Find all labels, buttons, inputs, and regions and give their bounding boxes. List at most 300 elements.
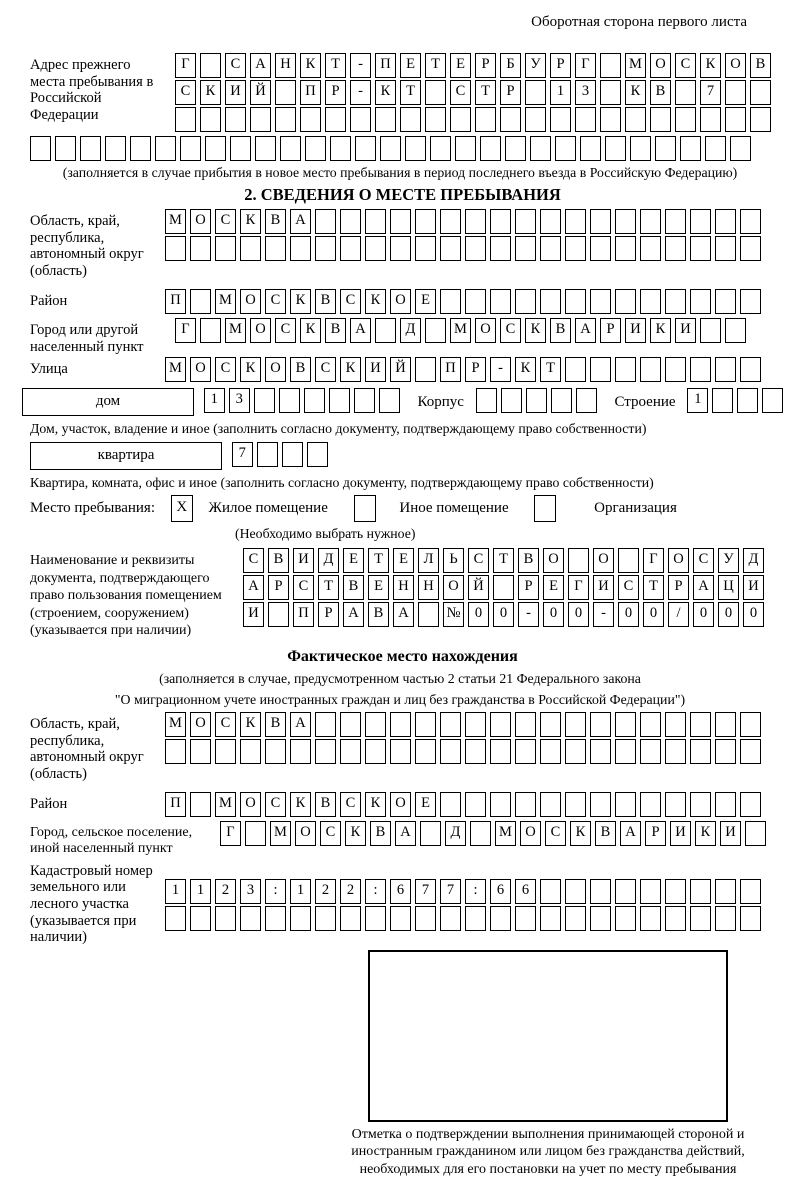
- form-cell: [680, 136, 701, 161]
- form-cell: О: [475, 318, 496, 343]
- form-cell: [712, 388, 733, 413]
- form-cell: [365, 739, 386, 764]
- form-cell: [465, 712, 486, 737]
- form-cell: Т: [400, 80, 421, 105]
- form-cell: Й: [468, 575, 489, 600]
- form-cell: [415, 712, 436, 737]
- form-cell: /: [668, 602, 689, 627]
- actual-district-row: [165, 792, 775, 818]
- stay-option-residential: Жилое помещение: [208, 499, 328, 516]
- stay-option-organization: Организация: [594, 499, 677, 516]
- form-cell: Ц: [718, 575, 739, 600]
- city-row: [175, 318, 775, 344]
- form-cell: [575, 107, 596, 132]
- form-cell: [540, 739, 561, 764]
- form-cell: К: [365, 792, 386, 817]
- form-cell: Й: [250, 80, 271, 105]
- form-cell: В: [650, 80, 671, 105]
- form-cell: [315, 712, 336, 737]
- form-cell: О: [190, 209, 211, 234]
- form-cell: [240, 739, 261, 764]
- form-cell: [630, 136, 651, 161]
- form-cell: П: [440, 357, 461, 382]
- form-cell: К: [240, 209, 261, 234]
- form-cell: М: [625, 53, 646, 78]
- form-cell: В: [750, 53, 771, 78]
- form-cell: 2: [215, 879, 236, 904]
- form-cell: 1: [290, 879, 311, 904]
- form-cell: 0: [468, 602, 489, 627]
- form-cell: И: [593, 575, 614, 600]
- form-cell: [365, 906, 386, 931]
- form-cell: [690, 739, 711, 764]
- stay-type-note: (Необходимо выбрать нужное): [235, 525, 416, 541]
- form-cell: Е: [393, 548, 414, 573]
- form-cell: [350, 107, 371, 132]
- korpus-cells: [476, 388, 601, 414]
- form-cell: [365, 209, 386, 234]
- street-label: Улица: [30, 361, 68, 378]
- form-cell: 1: [165, 879, 186, 904]
- form-cell: [650, 107, 671, 132]
- form-cell: [615, 289, 636, 314]
- form-cell: [690, 712, 711, 737]
- form-cell: С: [293, 575, 314, 600]
- form-cell: [600, 107, 621, 132]
- form-cell: [665, 357, 686, 382]
- actual-region-field: [30, 712, 775, 782]
- form-cell: [675, 107, 696, 132]
- form-cell: [340, 712, 361, 737]
- form-cell: [715, 209, 736, 234]
- form-cell: [590, 236, 611, 261]
- form-cell: С: [275, 318, 296, 343]
- prev-address-field: [30, 53, 775, 134]
- form-cell: К: [300, 53, 321, 78]
- form-cell: Г: [643, 548, 664, 573]
- form-cell: [165, 739, 186, 764]
- form-cell: И: [670, 821, 691, 846]
- form-cell: [690, 879, 711, 904]
- form-cell: [440, 739, 461, 764]
- form-cell: О: [250, 318, 271, 343]
- form-cell: [355, 136, 376, 161]
- form-cell: [315, 906, 336, 931]
- form-cell: [365, 236, 386, 261]
- checkbox-other-premises: [354, 495, 376, 522]
- form-cell: [515, 739, 536, 764]
- form-cell: [665, 209, 686, 234]
- actual-district-label: Район: [30, 796, 68, 813]
- form-cell: [640, 209, 661, 234]
- form-cell: [665, 792, 686, 817]
- form-cell: [505, 136, 526, 161]
- form-cell: Т: [540, 357, 561, 382]
- form-cell: [540, 236, 561, 261]
- form-cell: [568, 548, 589, 573]
- section2-title: 2. СВЕДЕНИЯ О МЕСТЕ ПРЕБЫВАНИЯ: [244, 185, 561, 205]
- form-cell: С: [340, 792, 361, 817]
- stay-option-other: Иное помещение: [399, 499, 509, 516]
- form-cell: 0: [718, 602, 739, 627]
- form-cell: [705, 136, 726, 161]
- form-cell: [280, 136, 301, 161]
- cadastral-row-1: [165, 879, 775, 905]
- form-cell: [600, 80, 621, 105]
- form-cell: Ь: [443, 548, 464, 573]
- form-cell: [275, 107, 296, 132]
- form-cell: [405, 136, 426, 161]
- form-cell: М: [450, 318, 471, 343]
- form-cell: [465, 209, 486, 234]
- form-cell: [315, 739, 336, 764]
- form-cell: А: [393, 602, 414, 627]
- form-cell: В: [315, 289, 336, 314]
- form-cell: [390, 906, 411, 931]
- form-cell: [740, 236, 761, 261]
- form-cell: И: [720, 821, 741, 846]
- form-cell: П: [300, 80, 321, 105]
- form-cell: [690, 792, 711, 817]
- form-cell: М: [225, 318, 246, 343]
- form-cell: [580, 136, 601, 161]
- form-cell: [390, 739, 411, 764]
- form-cell: [565, 289, 586, 314]
- form-cell: [155, 136, 176, 161]
- form-cell: [590, 357, 611, 382]
- apartment-caption: Квартира, комната, офис и иное (заполнить согласно документу, подтверждающему право собственности): [30, 474, 654, 490]
- form-cell: 2: [340, 879, 361, 904]
- cadastral-label: Кадастровый номер земельного или лесного участка (указывается при наличии): [30, 862, 153, 946]
- actual-region-row-1: [165, 712, 775, 738]
- stamp-box: [368, 950, 728, 1122]
- form-cell: К: [200, 80, 221, 105]
- form-cell: С: [340, 289, 361, 314]
- form-cell: [590, 739, 611, 764]
- form-cell: Р: [475, 53, 496, 78]
- form-cell: [480, 136, 501, 161]
- form-cell: 0: [618, 602, 639, 627]
- form-cell: Т: [493, 548, 514, 573]
- form-cell: -: [593, 602, 614, 627]
- form-cell: 7: [232, 442, 253, 467]
- form-cell: Р: [318, 602, 339, 627]
- form-cell: Т: [318, 575, 339, 600]
- form-cell: [279, 388, 300, 413]
- form-cell: [590, 792, 611, 817]
- form-cell: 6: [515, 879, 536, 904]
- form-cell: К: [700, 53, 721, 78]
- form-cell: Е: [415, 792, 436, 817]
- form-cell: [565, 906, 586, 931]
- form-cell: [730, 136, 751, 161]
- form-cell: Р: [268, 575, 289, 600]
- form-cell: [745, 821, 766, 846]
- form-cell: [740, 906, 761, 931]
- cadastral-row-2: [165, 906, 775, 932]
- form-cell: [315, 209, 336, 234]
- form-cell: [490, 209, 511, 234]
- form-cell: О: [668, 548, 689, 573]
- form-cell: [476, 388, 497, 413]
- prev-address-row-2: [175, 80, 775, 106]
- form-cell: [440, 209, 461, 234]
- form-cell: [180, 136, 201, 161]
- form-cell: [590, 712, 611, 737]
- form-cell: С: [243, 548, 264, 573]
- form-cell: Й: [390, 357, 411, 382]
- form-cell: [165, 906, 186, 931]
- form-cell: 0: [493, 602, 514, 627]
- form-cell: [255, 136, 276, 161]
- form-cell: [190, 792, 211, 817]
- form-cell: [265, 906, 286, 931]
- form-cell: К: [695, 821, 716, 846]
- form-cell: [325, 107, 346, 132]
- form-cell: [490, 289, 511, 314]
- form-cell: О: [593, 548, 614, 573]
- form-cell: В: [343, 575, 364, 600]
- form-cell: 1: [550, 80, 571, 105]
- form-cell: Д: [400, 318, 421, 343]
- form-cell: [240, 906, 261, 931]
- form-cell: 7: [415, 879, 436, 904]
- form-cell: О: [520, 821, 541, 846]
- form-cell: Е: [543, 575, 564, 600]
- prev-address-row-1: [175, 53, 775, 79]
- form-cell: Е: [343, 548, 364, 573]
- form-cell: [715, 906, 736, 931]
- form-cell: К: [340, 357, 361, 382]
- form-cell: [715, 289, 736, 314]
- form-cell: [725, 80, 746, 105]
- prev-address-rows: [175, 53, 775, 134]
- korpus-label: Корпус: [417, 394, 464, 411]
- form-cell: [665, 879, 686, 904]
- form-cell: Р: [668, 575, 689, 600]
- form-cell: [490, 792, 511, 817]
- form-cell: [430, 136, 451, 161]
- form-cell: 3: [575, 80, 596, 105]
- document-label: Наименование и реквизиты документа, подтверждающего право пользования помещением (строением, сооружением) (указывается при наличии): [30, 553, 222, 639]
- form-cell: [30, 136, 51, 161]
- form-cell: [315, 236, 336, 261]
- form-cell: К: [525, 318, 546, 343]
- region-row-2: [165, 236, 775, 262]
- street-field: [30, 357, 775, 384]
- form-cell: [615, 357, 636, 382]
- form-cell: 7: [700, 80, 721, 105]
- form-cell: [565, 792, 586, 817]
- form-cell: М: [215, 792, 236, 817]
- form-cell: [450, 107, 471, 132]
- district-row: [165, 289, 775, 315]
- form-cell: [640, 289, 661, 314]
- form-cell: У: [718, 548, 739, 573]
- form-cell: [740, 357, 761, 382]
- form-cell: М: [495, 821, 516, 846]
- form-cell: [715, 712, 736, 737]
- form-cell: О: [190, 712, 211, 737]
- form-cell: А: [575, 318, 596, 343]
- form-cell: [175, 107, 196, 132]
- form-cell: [340, 209, 361, 234]
- form-cell: И: [365, 357, 386, 382]
- cadastral-field: [30, 859, 775, 946]
- form-cell: В: [325, 318, 346, 343]
- form-cell: [640, 357, 661, 382]
- prev-address-row-4: [30, 136, 775, 162]
- form-cell: [565, 712, 586, 737]
- form-cell: И: [625, 318, 646, 343]
- form-cell: [640, 236, 661, 261]
- form-cell: [415, 357, 436, 382]
- form-cell: О: [265, 357, 286, 382]
- form-cell: 3: [229, 388, 250, 413]
- stroenie-label: Строение: [614, 394, 676, 411]
- form-cell: [590, 879, 611, 904]
- form-cell: [740, 792, 761, 817]
- form-cell: В: [595, 821, 616, 846]
- form-cell: [465, 236, 486, 261]
- form-cell: [425, 80, 446, 105]
- form-cell: [475, 107, 496, 132]
- form-cell: Г: [575, 53, 596, 78]
- form-cell: [655, 136, 676, 161]
- form-cell: [665, 712, 686, 737]
- form-cell: Е: [415, 289, 436, 314]
- form-cell: Е: [368, 575, 389, 600]
- form-cell: [715, 879, 736, 904]
- form-cell: [665, 289, 686, 314]
- form-cell: Д: [318, 548, 339, 573]
- form-cell: [590, 209, 611, 234]
- form-cell: Р: [465, 357, 486, 382]
- form-cell: [215, 739, 236, 764]
- form-cell: [190, 906, 211, 931]
- form-cell: [640, 712, 661, 737]
- form-cell: [190, 236, 211, 261]
- form-cell: [415, 739, 436, 764]
- form-cell: [215, 906, 236, 931]
- form-cell: [750, 107, 771, 132]
- form-cell: [690, 289, 711, 314]
- form-cell: [305, 136, 326, 161]
- form-cell: Г: [175, 53, 196, 78]
- form-cell: В: [550, 318, 571, 343]
- form-cell: К: [240, 712, 261, 737]
- form-cell: [665, 739, 686, 764]
- form-cell: [200, 107, 221, 132]
- form-cell: [690, 236, 711, 261]
- form-cell: 2: [315, 879, 336, 904]
- form-cell: Т: [325, 53, 346, 78]
- form-cell: 0: [543, 602, 564, 627]
- form-cell: [307, 442, 328, 467]
- form-cell: [390, 236, 411, 261]
- form-cell: К: [365, 289, 386, 314]
- house-row: [22, 388, 775, 418]
- form-cell: Р: [600, 318, 621, 343]
- city-field: [30, 318, 775, 355]
- document-field: [30, 548, 775, 640]
- form-cell: [190, 289, 211, 314]
- form-cell: 7: [440, 879, 461, 904]
- form-cell: [490, 739, 511, 764]
- form-cell: В: [290, 357, 311, 382]
- form-cell: И: [293, 548, 314, 573]
- form-cell: [390, 209, 411, 234]
- form-cell: [354, 388, 375, 413]
- form-cell: [565, 739, 586, 764]
- form-cell: [200, 53, 221, 78]
- apartment-row: [30, 442, 775, 472]
- form-cell: С: [215, 357, 236, 382]
- form-cell: И: [675, 318, 696, 343]
- form-cell: [470, 821, 491, 846]
- form-cell: С: [468, 548, 489, 573]
- form-cell: Р: [500, 80, 521, 105]
- form-cell: [400, 107, 421, 132]
- form-cell: С: [618, 575, 639, 600]
- form-cell: П: [375, 53, 396, 78]
- form-cell: [590, 289, 611, 314]
- form-cell: [515, 236, 536, 261]
- form-cell: Н: [418, 575, 439, 600]
- form-cell: [425, 318, 446, 343]
- form-cell: Б: [500, 53, 521, 78]
- form-cell: [290, 739, 311, 764]
- form-cell: [530, 136, 551, 161]
- form-cell: [165, 236, 186, 261]
- form-cell: 1: [204, 388, 225, 413]
- form-cell: [440, 712, 461, 737]
- form-cell: Е: [450, 53, 471, 78]
- form-cell: А: [350, 318, 371, 343]
- form-cell: [490, 906, 511, 931]
- stroenie-cells: [687, 388, 787, 414]
- stay-type-row: [30, 495, 775, 523]
- form-cell: В: [518, 548, 539, 573]
- form-cell: Г: [175, 318, 196, 343]
- form-cell: -: [350, 80, 371, 105]
- form-cell: О: [443, 575, 464, 600]
- form-cell: К: [625, 80, 646, 105]
- form-cell: [565, 236, 586, 261]
- form-cell: С: [265, 289, 286, 314]
- actual-region-label: Область, край, республика, автономный округ (область): [30, 716, 144, 782]
- form-cell: А: [620, 821, 641, 846]
- form-cell: И: [225, 80, 246, 105]
- form-cell: [600, 53, 621, 78]
- form-cell: В: [268, 548, 289, 573]
- form-cell: С: [225, 53, 246, 78]
- form-cell: [576, 388, 597, 413]
- form-cell: В: [265, 209, 286, 234]
- form-cell: [690, 357, 711, 382]
- form-cell: [440, 289, 461, 314]
- form-cell: И: [743, 575, 764, 600]
- form-cell: [282, 442, 303, 467]
- form-cell: [330, 136, 351, 161]
- form-cell: О: [295, 821, 316, 846]
- form-cell: [418, 602, 439, 627]
- form-cell: Р: [645, 821, 666, 846]
- form-cell: [525, 107, 546, 132]
- form-cell: [465, 792, 486, 817]
- form-cell: В: [265, 712, 286, 737]
- form-cell: [465, 739, 486, 764]
